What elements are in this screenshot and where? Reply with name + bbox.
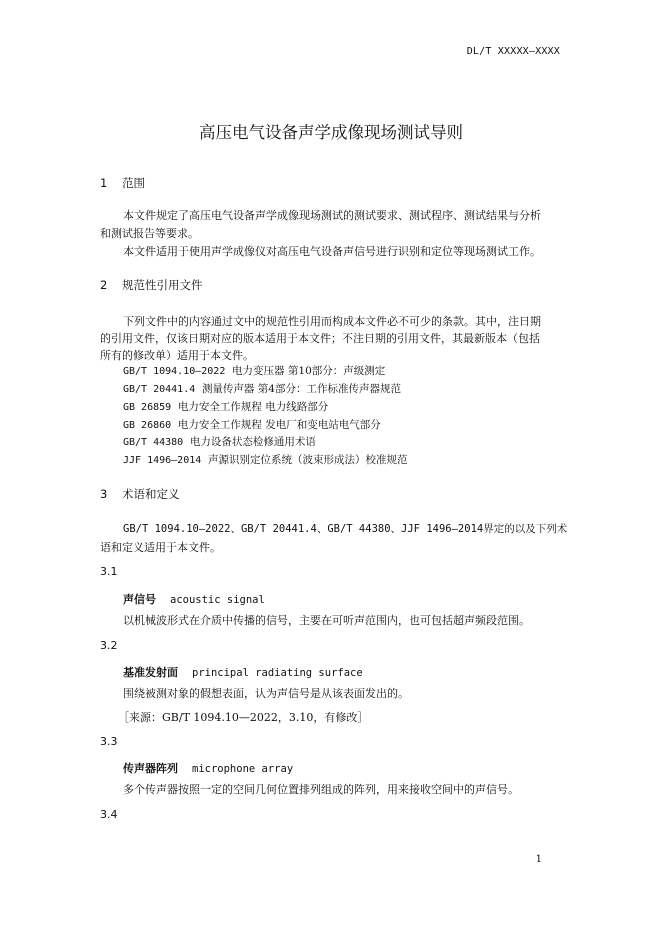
- term-zh: 声信号: [123, 593, 156, 606]
- section-2-number: 2: [100, 278, 108, 292]
- section-2-intro-line2: 的引用文件，仅该日期对应的版本适用于本文件；不注日期的引用文件，其最新版本（包括: [100, 332, 540, 345]
- term-definition: 多个传声器按照一定的空间几何位置排列组成的阵列，用来接收空间中的声信号。: [123, 783, 519, 796]
- term-number: 3.1: [100, 565, 118, 578]
- term-number: 3.2: [100, 639, 118, 652]
- section-3-title: 术语和定义: [122, 487, 180, 501]
- reference-title: 电力设备状态检修通用术语: [189, 436, 316, 448]
- reference-code: JJF 1496—2014: [123, 455, 202, 466]
- reference-title: 电力安全工作规程 电力线路部分: [177, 401, 329, 413]
- term-heading: [123, 760, 293, 776]
- reference-item: [123, 417, 381, 432]
- term-en: principal radiating surface: [192, 667, 363, 679]
- reference-title: 测量传声器 第4部分：工作标准传声器规范: [201, 383, 401, 395]
- term-source: ［来源：GB/T 1094.10—2022，3.10，有修改］: [118, 711, 369, 724]
- document-code: DL/T XXXXX—XXXX: [466, 46, 560, 57]
- section-2-intro-line3: 所有的修改单）适用于本文件。: [100, 349, 254, 362]
- section-1-para2: 本文件适用于使用声学成像仪对高压电气设备声信号进行识别和定位等现场测试工作。: [123, 245, 541, 258]
- term-en: acoustic signal: [170, 594, 265, 606]
- section-1-title: 范围: [122, 176, 145, 190]
- term-definition: 围绕被测对象的假想表面，认为声信号是从该表面发出的。: [123, 687, 409, 700]
- section-2-heading: [100, 277, 203, 293]
- section-3-intro-line2: 语和定义适用于本文件。: [100, 541, 221, 554]
- reference-code: GB/T 20441.4: [123, 384, 196, 395]
- reference-code: GB/T 44380: [123, 437, 184, 448]
- reference-title: 电力安全工作规程 发电厂和变电站电气部分: [177, 419, 381, 431]
- reference-item: [123, 452, 407, 467]
- reference-code: GB/T 1094.10—2022: [123, 366, 226, 377]
- term-en: microphone array: [192, 763, 294, 775]
- section-1-heading: [100, 175, 145, 191]
- section-1-number: 1: [100, 176, 108, 190]
- section-3-number: 3: [100, 487, 108, 501]
- reference-item: [123, 363, 385, 378]
- reference-item: [123, 399, 328, 414]
- reference-code: GB 26860: [123, 420, 172, 431]
- section-2-intro-line1: 下列文件中的内容通过文中的规范性引用而构成本文件必不可少的条款。其中，注日期: [123, 315, 541, 328]
- section-2-title: 规范性引用文件: [122, 278, 203, 292]
- term-zh: 基准发射面: [123, 666, 178, 679]
- page-number: 1: [535, 854, 542, 865]
- section-1-para1-line1: 本文件规定了高压电气设备声学成像现场测试的测试要求、测试程序、测试结果与分析: [123, 209, 541, 222]
- term-number: 3.4: [100, 808, 118, 821]
- term-definition: 以机械波形式在介质中传播的信号，主要在可听声范围内，也可包括超声频段范围。: [123, 614, 530, 627]
- term-heading: [123, 664, 363, 680]
- section-1-para1-line2: 和测试报告等要求。: [100, 227, 199, 240]
- document-title: 高压电气设备声学成像现场测试导则: [199, 123, 463, 142]
- reference-code: GB 26859: [123, 402, 172, 413]
- term-heading: [123, 591, 265, 607]
- term-zh: 传声器阵列: [123, 762, 178, 775]
- reference-item: [123, 434, 316, 449]
- section-3-heading: [100, 486, 180, 502]
- term-number: 3.3: [100, 735, 118, 748]
- reference-title: 声源识别定位系统（波束形成法）校准规范: [207, 454, 408, 466]
- reference-item: [123, 381, 401, 396]
- reference-title: 电力变压器 第10部分：声级测定: [232, 365, 386, 377]
- section-3-intro-line1: GB/T 1094.10—2022、GB/T 20441.4、GB/T 44380、JJF 1496—2014界定的以及下列术: [123, 523, 568, 535]
